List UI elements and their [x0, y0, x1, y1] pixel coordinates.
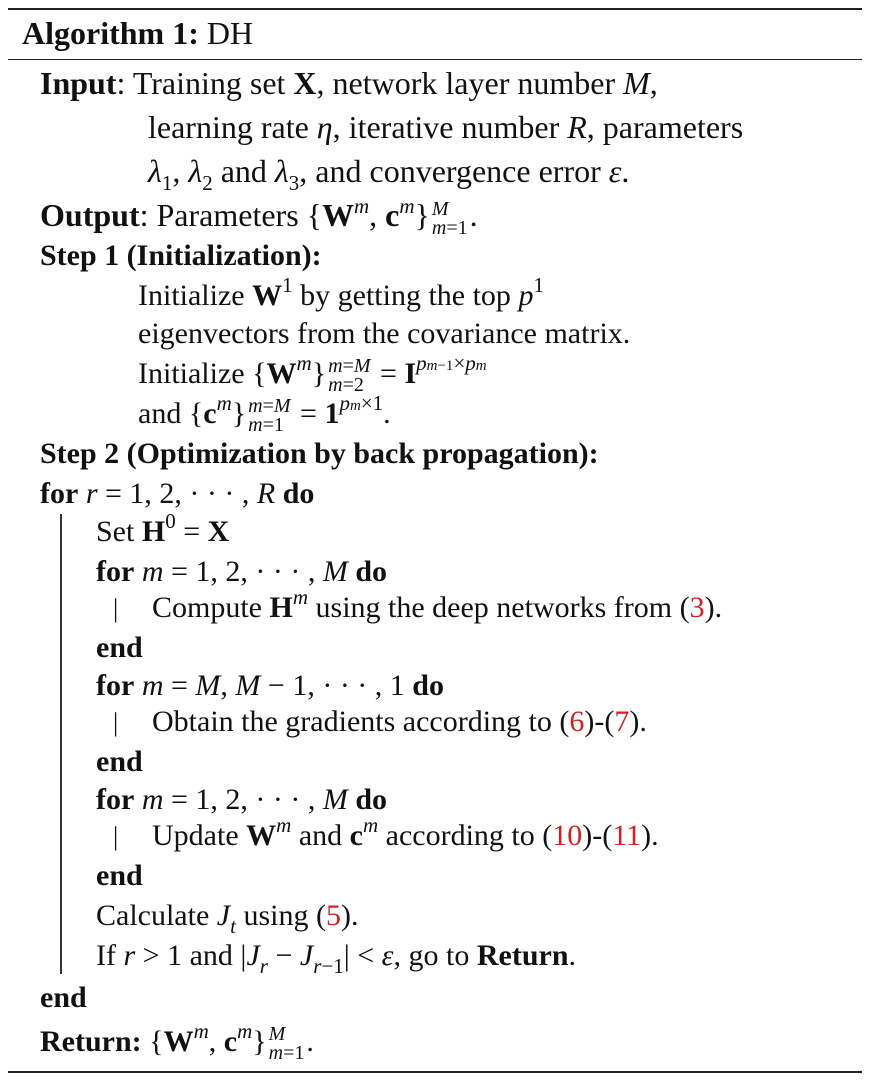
ref-eq-10[interactable]: 10 — [552, 819, 583, 852]
inner-loop-2-tick: | — [113, 708, 119, 737]
return-line: Return: {$W^m$, $c^m$} M m=1 . — [40, 1019, 314, 1065]
ref-eq-3[interactable]: 3 — [689, 591, 705, 624]
ref-eq-7[interactable]: 7 — [614, 705, 630, 738]
top-rule — [8, 8, 862, 10]
calculate-line: Calculate $J_t$ using (5). — [96, 899, 359, 938]
update-line: Update $W^m$ and $c^m$ according to (10)-(11). — [152, 813, 659, 852]
inner-loop-1-tick: | — [113, 594, 119, 623]
inner-loop-3-tick: | — [113, 822, 119, 851]
end-3: end — [96, 859, 143, 892]
step1-label: Step 1 (Initialization): — [40, 239, 322, 272]
inner-for-2: for m = M, M − 1, · · · , 1 do — [96, 669, 444, 702]
algorithm-label: Algorithm 1: — [22, 15, 199, 51]
compute-line: Compute $H^m$ using the deep networks from (3). — [152, 585, 723, 624]
ref-eq-11[interactable]: 11 — [612, 819, 642, 852]
output-label: Output — [40, 197, 140, 233]
algorithm-name: DH — [206, 15, 254, 51]
input-label: Input — [40, 65, 117, 101]
ref-eq-6[interactable]: 6 — [569, 705, 585, 738]
input-line-1: Input: Training set X, network layer number M, — [40, 65, 658, 101]
step2-label: Step 2 (Optimization by back propagation): — [40, 437, 599, 470]
return-label: Return: — [40, 1025, 142, 1058]
end-2: end — [96, 745, 143, 778]
outer-for-line: for r = 1, 2, · · · , R do — [40, 477, 315, 510]
return-link: Return — [476, 939, 569, 972]
step1-line-4: and $\{c^m\}$ m=M m=1 = $1^{pm\times 1}$. — [138, 391, 391, 437]
step1-line-1: Initialize $W^1$ by getting the top $p^1$ — [138, 273, 544, 312]
header-rule — [8, 59, 862, 60]
input-line-3: $\lambda_1$, $\lambda_2$ and $\lambda_3$, and convergence error ε. — [148, 153, 630, 195]
step1-line-2: eigenvectors from the covariance matrix. — [138, 317, 631, 350]
outer-end: end — [40, 981, 87, 1014]
inner-for-1: for m = 1, 2, · · · , M do — [96, 555, 388, 588]
bottom-rule — [8, 1071, 862, 1073]
end-1: end — [96, 631, 143, 664]
obtain-line: Obtain the gradients according to (6)-(7). — [152, 705, 647, 738]
output-line: Output: Parameters {$W^m$, $c^m$} M m=1 . — [40, 194, 478, 239]
outer-loop-bar — [60, 514, 62, 974]
step1-line-3: Initialize $\{W^m\}$ m=M m=2 = $I^{pm-1\times pm}$ — [138, 351, 487, 397]
ref-eq-5[interactable]: 5 — [325, 899, 341, 932]
set-line: Set $H^0 = X$ — [96, 509, 230, 548]
if-line: If r > 1 and $|J_r - J_{r-1}| < \varepsilon$, go to Return. — [96, 939, 576, 978]
algorithm-header — [22, 15, 253, 51]
input-line-2: learning rate η, iterative number R, parameters — [148, 109, 744, 145]
inner-for-3: for m = 1, 2, · · · , M do — [96, 783, 388, 816]
